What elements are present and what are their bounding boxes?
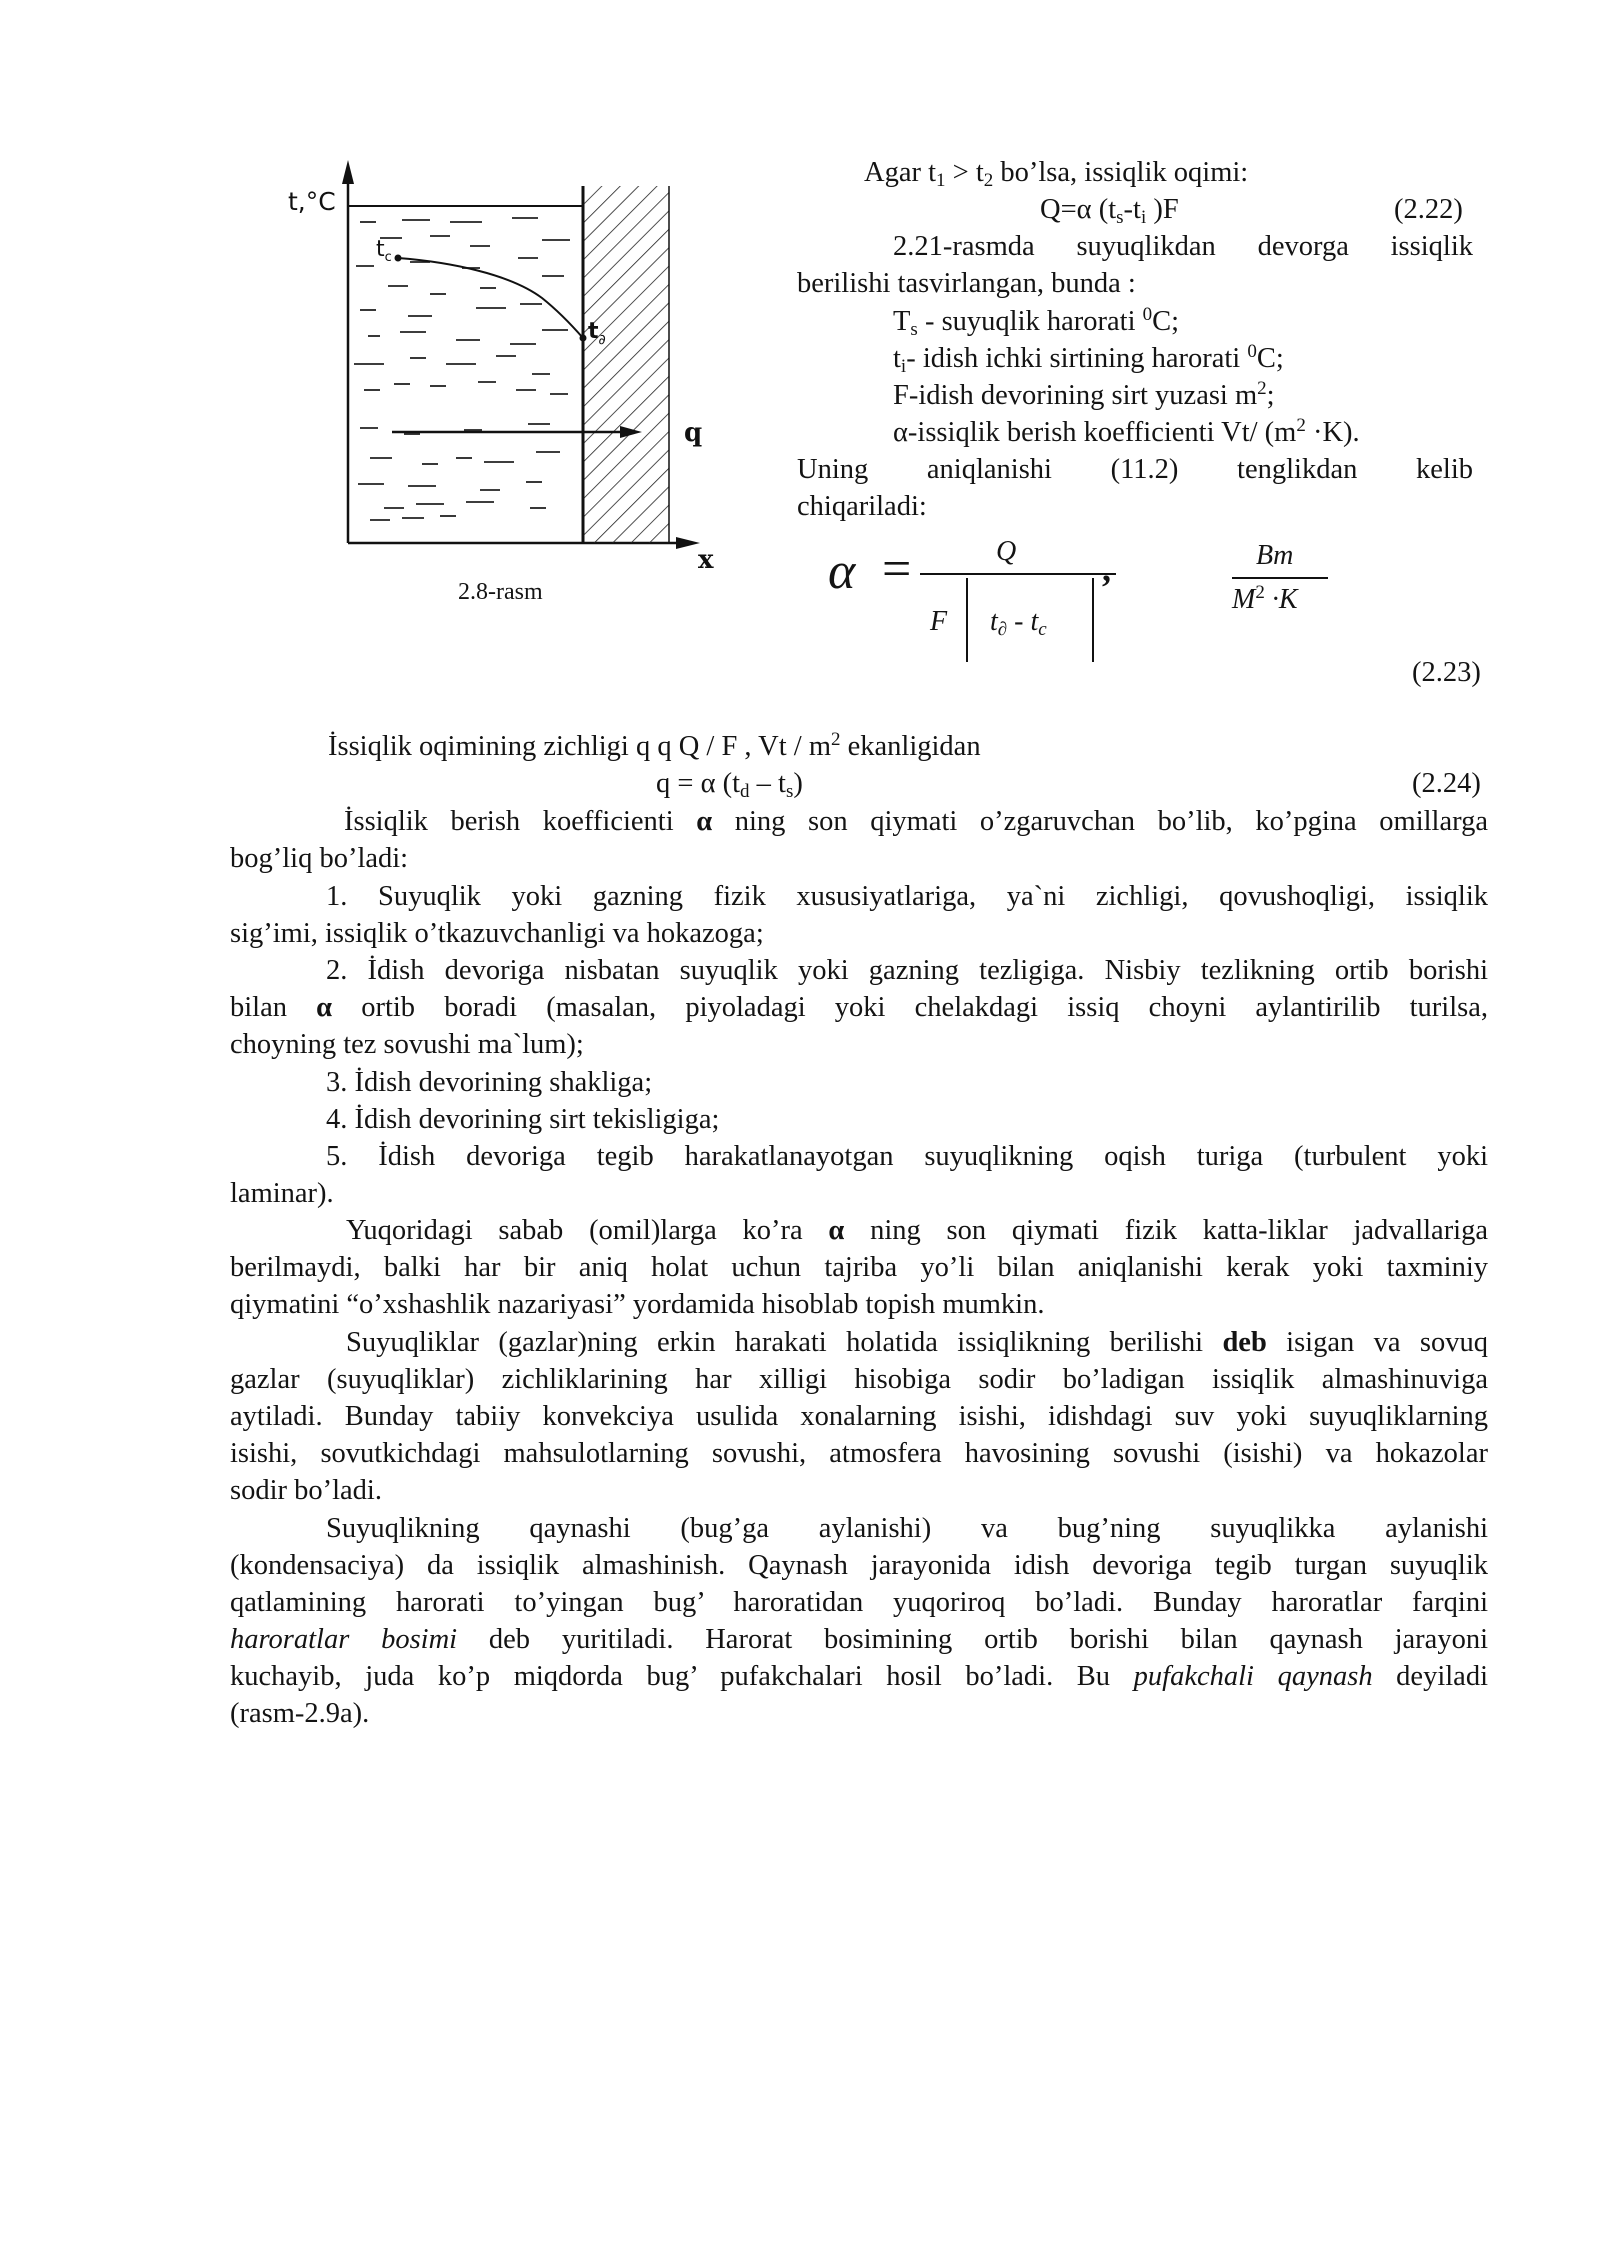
tc-point [395,255,402,262]
condition-line: Agar $t_1 > t_2$ bo’lsa, issiqlik oqimi: [864,157,1249,191]
para1-line1: İssiqlik berish koefficienti α ning son qiymati o’zgaruvchan bo’lib, ko’pgina omillarga [344,806,1488,837]
para4-line3: qatlamining harorati to’yingan bug’ haroratidan yuqoriroq bo’ladi. Bunday haroratlar farqini [230,1587,1488,1618]
para4-line6: (rasm-2.9a). [230,1698,370,1729]
item4: 4. İdish devorining sirt tekisligiga; [326,1104,720,1135]
formula-fraction-bar [920,573,1116,575]
item2-line2: bilan α ortib boradi (masalan, piyoladagi yoki chelakdagi issiq choyni aylantirilib turilsa, [230,992,1488,1023]
formula-alpha: α [828,543,856,600]
flux-label: q [684,418,703,448]
heat-transfer-figure [280,158,740,588]
def-ti: $t_i-$ idish ichki sirtining harorati $^0$C; [893,341,1284,377]
para3-line1: Suyuqliklar (gazlar)ning erkin harakati holatida issiqlikning berilishi deb isigan va sovuq [346,1327,1488,1358]
para-fig-line2: berilishi tasvirlangan, bunda : [797,268,1136,299]
formula-equals: = [882,541,912,598]
formula-comma: , [1102,549,1111,589]
td-label: $t_\partial$ [588,319,606,348]
uning-line2: chiqariladi: [797,491,927,522]
zichlik-line: İssiqlik oqimining zichligi q q Q / F , Vt / $m^2$ ekanligidan [328,729,981,762]
uning-line1: Uning aniqlanishi (11.2) tenglikdan kelib [797,454,1473,485]
item5-line1: 5. İdish devoriga tegib harakatlanayotgan suyuqlikning oqish turiga (turbulent yoki [326,1141,1488,1172]
x-axis-label: x [698,545,714,575]
formula-abs-left [966,578,968,662]
formula-abs-right [1092,578,1094,662]
para2-line1: Yuqoridagi sabab (omil)larga ko’ra α ning son qiymati fizik katta-liklar jadvallariga [346,1215,1489,1246]
equation-2-22: Q=α ($t_s-t_i$ )F [1040,194,1179,228]
para4-line2: (kondensaciya) da issiqlik almashinish. Qaynash jarayonida idish devoriga tegib turgan suyuqlik [230,1550,1488,1581]
temperature-profile-curve [398,258,583,338]
tc-label: $t_c$ [376,237,392,265]
formula-unit-den: $M^2 \cdot K$ [1232,582,1298,615]
equation-2-23-number: (2.23) [1412,657,1481,688]
td-point [580,335,587,342]
def-alpha: α-issiqlik berish koefficienti Vt/ $(m^2 \cdot K)$. [893,415,1360,448]
para2-line3: qiymatini “o’xshashlik nazariyasi” yordamida hisoblab topish mumkin. [230,1289,1045,1320]
equation-2-24: q = α $(t_d - t_s)$ [656,768,803,802]
item1-line1: 1. Suyuqlik yoki gazning fizik xususiyatlariga, ya`ni zichligi, qovushoqligi, issiqlik [326,881,1488,912]
x-axis-arrow-icon [676,537,700,549]
formula-2-23 [820,530,1320,680]
item2-line3: choyning tez sovushi ma`lum); [230,1029,584,1060]
y-axis-arrow-icon [342,160,354,184]
item1-line2: sig’imi, issiqlik o’tkazuvchanligi va hokazoga; [230,918,764,949]
figure-caption: 2.8-rasm [458,579,543,605]
formula-den-diff: $t_\partial - t_c$ [990,606,1047,640]
para-fig-line1: 2.21-rasmda suyuqlikdan devorga issiqlik [893,231,1473,262]
wall-hatch [583,186,669,543]
para3-line2: gazlar (suyuqliklar) zichliklarining har xilligi hisobiga sodir bo’ladigan issiqlik almashinuviga [230,1364,1488,1395]
equation-2-22-number: (2.22) [1394,194,1463,225]
para4-line4: haroratlar bosimi deb yuritiladi. Harorat bosimining ortib borishi bilan qaynash jarayoni [230,1624,1488,1655]
formula-unit-num: Bm [1256,540,1294,571]
item5-line2: laminar). [230,1178,334,1209]
formula-unit-bar [1232,577,1328,579]
para1-line2: bog’liq bo’ladi: [230,843,409,874]
para3-line5: sodir bo’ladi. [230,1475,382,1506]
def-ts: $T_s$ - suyuqlik harorati $^0$C; [893,304,1180,340]
formula-den-f: F [930,606,948,637]
formula-numerator: Q [996,536,1017,567]
equation-2-24-number: (2.24) [1412,768,1481,799]
para3-line3: aytiladi. Bunday tabiiy konvekciya usulida xonalarning isishi, idishdagi suv yoki suyuqliklarning [230,1401,1488,1432]
para4-line1: Suyuqlikning qaynashi (bug’ga aylanishi) va bug’ning suyuqlikka aylanishi [326,1513,1488,1544]
y-axis-label: t,°C [288,187,336,216]
para3-line4: isishi, sovutkichdagi mahsulotlarning sovushi, atmosfera havosining sovushi (isishi) va hokazolar [230,1438,1488,1469]
para2-line2: berilmaydi, balki har bir aniq holat uchun tajriba yo’li bilan aniqlanishi kerak yoki taxminiy [230,1252,1488,1283]
item3: 3. İdish devorining shakliga; [326,1067,653,1098]
para4-line5: kuchayib, juda ko’p miqdorda bug’ pufakchalari hosil bo’ladi. Bu pufakchali qaynash deyiladi [230,1661,1488,1692]
def-f: F-idish devorining sirt yuzasi $m^2$; [893,378,1275,411]
item2-line1: 2. İdish devoriga nisbatan suyuqlik yoki gazning tezligiga. Nisbiy tezlikning ortib borishi [326,955,1488,986]
